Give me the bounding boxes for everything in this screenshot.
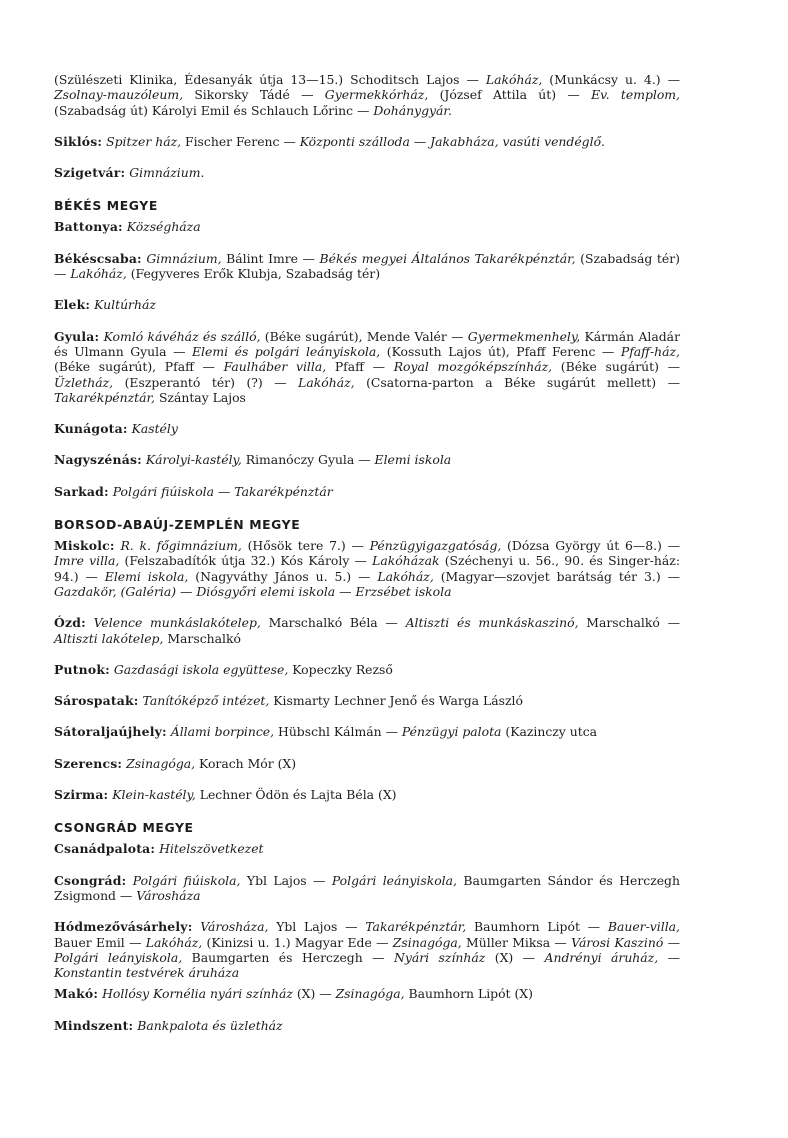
place-name: Hódmezővásárhely: [54, 919, 193, 935]
place-entry [54, 72, 680, 118]
building-name: Városi Kaszinó [571, 934, 664, 950]
building-name: Royal mozgóképszínház, [393, 359, 553, 375]
county-heading: BÉKÉS MEGYE [54, 198, 158, 214]
place-name: Kunágota: [54, 421, 128, 437]
building-name: Dohánygyár. [373, 102, 452, 118]
entry-text: (X) — [292, 986, 336, 1002]
entry-text: (Szabadság út) Károlyi Emil és Schlauch Lőrinc — [54, 102, 374, 118]
building-name: Zsolnay-mauzóleum, [54, 87, 184, 103]
entry-text: (Dózsa György út 6—8.) — [501, 538, 680, 554]
entry-text: — [663, 934, 680, 950]
entry-text: Müller Miksa — [461, 934, 572, 950]
place-name: Battonya: [54, 219, 123, 235]
place-entry [54, 986, 680, 1001]
entry-text: (Béke sugárút), Mende Valér — [260, 328, 468, 344]
entry-text: (Munkácsy u. 4.) — [542, 72, 680, 87]
building-name: Gazdasági iskola együttese, [113, 661, 289, 677]
entry-text: Baumgarten Sándor és Herczegh Zsigmond — [54, 872, 680, 903]
place-entry [54, 538, 680, 599]
place-entry [54, 724, 680, 739]
place-name: Elek: [54, 297, 91, 313]
building-name: Takarékpénztár, [365, 919, 467, 935]
place-entry [54, 919, 680, 980]
building-name: R. k. főgimnázium, [120, 538, 242, 554]
place-entry [54, 219, 680, 234]
place-name: Sárospatak: [54, 693, 139, 709]
building-name: Állami borpince, [170, 724, 275, 740]
building-name: Nyári színház [394, 949, 486, 965]
entry-text: (Szülészeti Klinika, Édesanyák útja 13—15.) Schoditsch Lajos — [54, 72, 486, 87]
entry-text: — [409, 133, 431, 149]
place-entry [54, 452, 680, 467]
place-name: Szigetvár: [54, 165, 126, 181]
building-name: Konstantin testvérek áruháza [54, 965, 240, 981]
entry-text: (Eszperantó tér) (?) — [113, 374, 299, 390]
building-name: Polgári leányiskola, [54, 949, 183, 965]
place-name: Miskolc: [54, 538, 115, 554]
place-entry [54, 1018, 680, 1033]
building-name: Spitzer ház, [106, 133, 182, 149]
building-name: Gimnázium, [146, 250, 222, 266]
entry-text: Baumgarten és Herczegh — [182, 949, 394, 965]
document-page [54, 72, 680, 1049]
entry-text: (József Attila út) — [428, 87, 592, 103]
place-entry [54, 662, 680, 677]
entry-text: Bauer Emil — [54, 934, 146, 950]
place-name: Csanádpalota: [54, 841, 156, 857]
entry-text: (Nagyváthy János u. 5.) — [188, 568, 378, 584]
building-name: Hitelszövetkezet [159, 841, 264, 857]
building-name: Jakabháza, vasúti vendéglő. [430, 133, 605, 149]
place-name: Sátoraljaújhely: [54, 724, 167, 740]
building-name: Üzletház, [54, 374, 114, 390]
place-entry [54, 251, 680, 282]
building-name: Lakóház, [145, 934, 203, 950]
building-name: Lakóházak [372, 553, 440, 569]
entry-text: (Csatorna-parton a Béke sugárút mellett) — [354, 374, 681, 390]
entry-text: (Szabadság tér) — [54, 250, 680, 282]
entry-text: (Béke sugárút), Pfaff — [54, 359, 224, 375]
entry-text: Kopeczky Rezső [288, 661, 393, 677]
building-name: Zsinagóga, [392, 934, 462, 950]
entry-text: (Hősök tere 7.) — [241, 538, 370, 554]
entry-text: — [176, 583, 197, 599]
county-heading: CSONGRÁD MEGYE [54, 820, 194, 836]
building-name: Polgári leányiskola, [331, 872, 457, 888]
building-name: Takarékpénztár [234, 483, 333, 499]
building-name: Erzsébet iskola [355, 583, 452, 599]
building-name: Komló kávéház és szálló, [103, 328, 261, 344]
place-entry [54, 484, 680, 499]
building-name: Klein-kastély, [112, 787, 196, 803]
entry-text: Baumhorn Lipót (X) [404, 986, 533, 1002]
place-name: Putnok: [54, 661, 110, 677]
building-name: Lakóház, [377, 568, 434, 584]
entry-text: Sikorsky Tádé — [183, 87, 325, 103]
building-name: Gyermekkórház, [324, 87, 429, 103]
entry-text: Kismarty Lechner Jenő és Warga László [269, 693, 523, 709]
entry-text: (Kazinczy utca [501, 724, 598, 740]
building-name: Pfaff-ház, [620, 343, 680, 359]
building-name: Altiszti lakótelep, [54, 630, 164, 646]
entry-text: Marschalkó Béla — [260, 615, 406, 631]
building-name: Diósgyőri elemi iskola [196, 583, 336, 599]
building-name: Lakóház, [70, 266, 127, 282]
place-name: Gyula: [54, 328, 100, 344]
place-entry [54, 693, 680, 708]
entry-text: (Széchenyi u. 56., 90. és Singer-ház: 94.) — [54, 553, 680, 584]
place-name: Békéscsaba: [54, 250, 142, 266]
building-name: Gyermekmenhely, [467, 328, 581, 344]
entry-text: (Béke sugárút) — [552, 359, 680, 375]
entry-text: Marschalkó [163, 630, 241, 646]
building-name: Polgári fiúiskola, [132, 872, 241, 888]
place-entry [54, 421, 680, 436]
entry-text: (Magyar—szovjet barátság tér 3.) — [433, 568, 680, 584]
building-name: Bauer-villa, [607, 919, 680, 935]
place-entry [54, 873, 680, 904]
place-entry [54, 329, 680, 405]
building-name: Tanítóképző intézet, [142, 693, 270, 709]
building-name: Elemi iskola, [104, 568, 189, 584]
building-name: Békés megyei Általános Takarékpénztár, [319, 250, 576, 266]
entry-text: (Kossuth Lajos út), Pfaff Ferenc — [380, 343, 621, 359]
entry-text: Fischer Ferenc — [181, 133, 300, 149]
building-name: Városháza, [200, 919, 269, 935]
building-name: Hollósy Kornélia nyári színház [102, 986, 293, 1002]
building-name: Lakóház, [298, 374, 355, 390]
building-name: Központi szálloda [299, 133, 410, 149]
building-name: Lakóház, [485, 72, 543, 87]
entry-text: Rimanóczy Gyula — [241, 452, 375, 468]
building-name: Faulháber villa, [223, 359, 327, 375]
entry-text: — [335, 583, 356, 599]
county-heading: BORSOD-ABAÚJ-ZEMPLÉN MEGYE [54, 517, 301, 533]
building-name: Gazdakör, (Galéria) [54, 583, 177, 599]
entry-text: Lechner Ödön és Lajta Béla (X) [195, 787, 397, 803]
building-name: Takarékpénztár, [54, 389, 155, 405]
building-name: Bankpalota és üzletház [137, 1017, 283, 1033]
place-name: Nagyszénás: [54, 452, 142, 468]
place-entry [54, 787, 680, 802]
building-name: Községháza [126, 219, 201, 235]
entry-text [86, 615, 94, 630]
entry-text: Ybl Lajos — [268, 919, 366, 935]
building-name: Andrényi áruház, [544, 949, 659, 965]
entry-text: Baumhorn Lipót — [466, 919, 608, 935]
building-name: Velence munkáslakótelep, [93, 615, 261, 631]
building-name: Zsinagóga, [126, 755, 196, 771]
place-name: Csongrád: [54, 872, 127, 888]
place-entry [54, 841, 680, 856]
entry-text: — [214, 483, 235, 499]
entry-text: Szántay Lajos [155, 389, 246, 405]
place-entry [54, 615, 680, 646]
place-name: Siklós: [54, 133, 103, 149]
building-name: Kultúrház [94, 297, 156, 313]
place-name: Mindszent: [54, 1017, 134, 1033]
entry-text: Korach Mór (X) [195, 755, 297, 771]
building-name: Pénzügyi palota [401, 724, 502, 740]
place-name: Sarkad: [54, 483, 109, 499]
entry-text: Hübschl Kálmán — [274, 724, 402, 740]
place-entry [54, 297, 680, 312]
entry-text: (X) — [485, 949, 545, 965]
entry-text: Pfaff — [326, 359, 394, 375]
building-name: Pénzügyigazgatóság, [369, 538, 502, 554]
building-name: Elemi és polgári leányiskola, [192, 343, 381, 359]
place-entry [54, 756, 680, 771]
place-name: Makó: [54, 986, 99, 1002]
building-name: Elemi iskola [374, 452, 452, 468]
place-entry [54, 165, 680, 180]
entry-text: (Fegyveres Erők Klubja, Szabadság tér) [126, 266, 381, 282]
place-name: Szerencs: [54, 755, 123, 771]
entry-text: Marschalkó — [578, 615, 680, 631]
building-name: Altiszti és munkáskaszinó, [405, 615, 579, 631]
entry-text: Bálint Imre — [221, 250, 320, 266]
entry-text: Ybl Lajos — [240, 872, 332, 888]
building-name: Ev. templom, [591, 87, 680, 103]
building-name: Zsinagóga, [335, 986, 405, 1002]
building-name: Imre villa, [54, 553, 120, 569]
building-name: Polgári fiúiskola [112, 483, 215, 499]
building-name: Kastély [131, 421, 178, 437]
building-name: Károlyi-kastély, [145, 452, 242, 468]
entry-text: Kármán Aladár és Ulmann Gyula — [54, 328, 680, 359]
place-name: Szirma: [54, 787, 109, 803]
entry-text: (Felszabadítók útja 32.) Kós Károly — [119, 553, 373, 569]
building-name: Városháza [136, 887, 201, 903]
place-entry [54, 134, 680, 149]
entry-text: (Kinizsi u. 1.) Magyar Ede — [202, 934, 393, 950]
building-name: Gimnázium. [129, 165, 205, 181]
place-name: Ózd: [54, 615, 86, 631]
entry-text: — [658, 949, 680, 965]
